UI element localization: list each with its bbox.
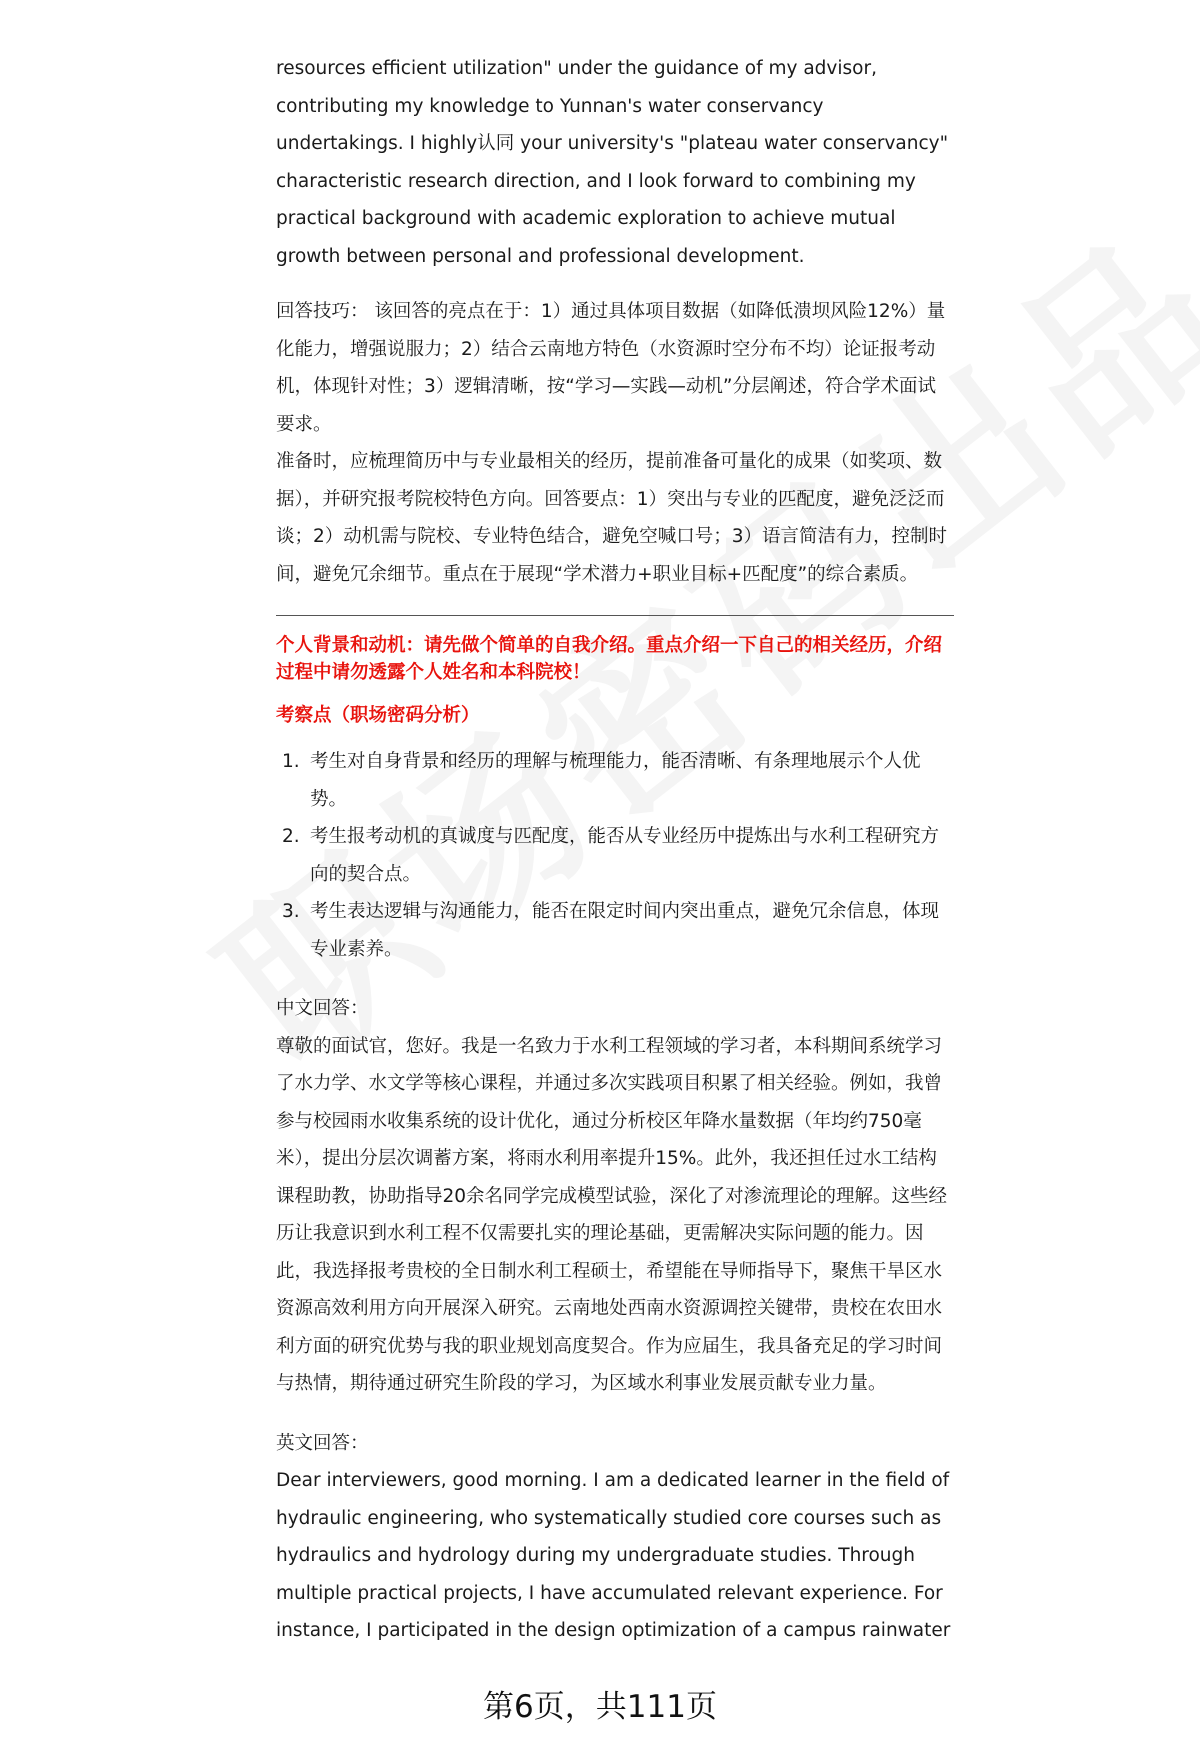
intro-paragraph: resources efficient utilization" under the guidance of my advisor, contributing my knowledge to Yunnan's water conservancy undertakings. I highly认同 your university's "plateau water conservancy" characteristic research direction, and I look forward to combining my practical background with academic exploration to achieve mutual growth between personal and professional development. <box>276 58 949 267</box>
chinese-answer-label: 中文回答： <box>276 998 369 1019</box>
list-item-number: 1. <box>282 751 300 772</box>
english-answer-text: Dear interviewers, good morning. I am a dedicated learner in the field of hydraulic engineering, who systematically studied core courses such as hydraulics and hydrology during my undergraduate studies. Through multiple practical projects, I have accumulated relevant experience. For instance, I participated in the design optimization of a campus rainwater <box>276 1470 951 1641</box>
page-content <box>276 50 954 1650</box>
list-item <box>276 818 954 893</box>
page-number-footer: 第6页，共111页 <box>483 1689 717 1725</box>
chinese-answer-text: 尊敬的面试官，您好。我是一名致力于水利工程领域的学习者，本科期间系统学习了水力学、水文学等核心课程，并通过多次实践项目积累了相关经验。例如，我曾参与校园雨水收集系统的设计优化，通过分析校区年降水量数据（年均约750毫米），提出分层次调蓄方案，将雨水利用率提升15%。此外，我还担任过水工结构课程助教，协助指导20余名同学完成模型试验，深化了对渗流理论的理解。这些经历让我意识到水利工程不仅需要扎实的理论基础，更需解决实际问题的能力。因此，我选择报考贵校的全日制水利工程硕士，希望能在导师指导下，聚焦干旱区水资源高效利用方向开展深入研究。云南地处西南水资源调控关键带，贵校在农田水利方面的研究优势与我的职业规划高度契合。作为应届生，我具备充足的学习时间与热情，期待通过研究生阶段的学习，为区域水利事业发展贡献专业力量。 <box>276 1035 948 1394</box>
question-title: 个人背景和动机：请先做个简单的自我介绍。重点介绍一下自己的相关经历，介绍过程中请勿透露个人姓名和本科院校！ <box>276 635 943 683</box>
list-item-text: 考生对自身背景和经历的理解与梳理能力，能否清晰、有条理地展示个人优势。 <box>310 751 921 810</box>
list-item <box>276 743 954 818</box>
list-item <box>276 893 954 968</box>
english-answer-label: 英文回答： <box>276 1432 369 1454</box>
list-item-text: 考生表达逻辑与沟通能力，能否在限定时间内突出重点，避免冗余信息，体现专业素养。 <box>310 901 940 960</box>
assessment-subtitle: 考察点（职场密码分析） <box>276 705 480 726</box>
section-divider <box>276 615 954 616</box>
list-item-text: 考生报考动机的真诚度与匹配度，能否从专业经历中提炼出与水利工程研究方向的契合点。 <box>310 826 940 885</box>
list-item-number: 2. <box>282 826 300 847</box>
tips-paragraph: 回答技巧： 该回答的亮点在于：1）通过具体项目数据（如降低溃坝风险12%）量化能力，增强说服力；2）结合云南地方特色（水资源时空分布不均）论证报考动机，体现针对性；3）逻辑清晰，按“学习—实践—动机”分层阐述，符合学术面试要求。 <box>276 301 946 435</box>
prep-paragraph: 准备时，应梳理简历中与专业最相关的经历，提前准备可量化的成果（如奖项、数据），并研究报考院校特色方向。回答要点：1）突出与专业的匹配度，避免泛泛而谈；2）动机需与院校、专业特色结合，避免空喊口号；3）语言简洁有力，控制时间，避免冗余细节。重点在于展现“学术潜力+职业目标+匹配度”的综合素质。 <box>276 451 948 585</box>
list-item-number: 3. <box>282 901 300 922</box>
assessment-points-list <box>276 743 954 968</box>
